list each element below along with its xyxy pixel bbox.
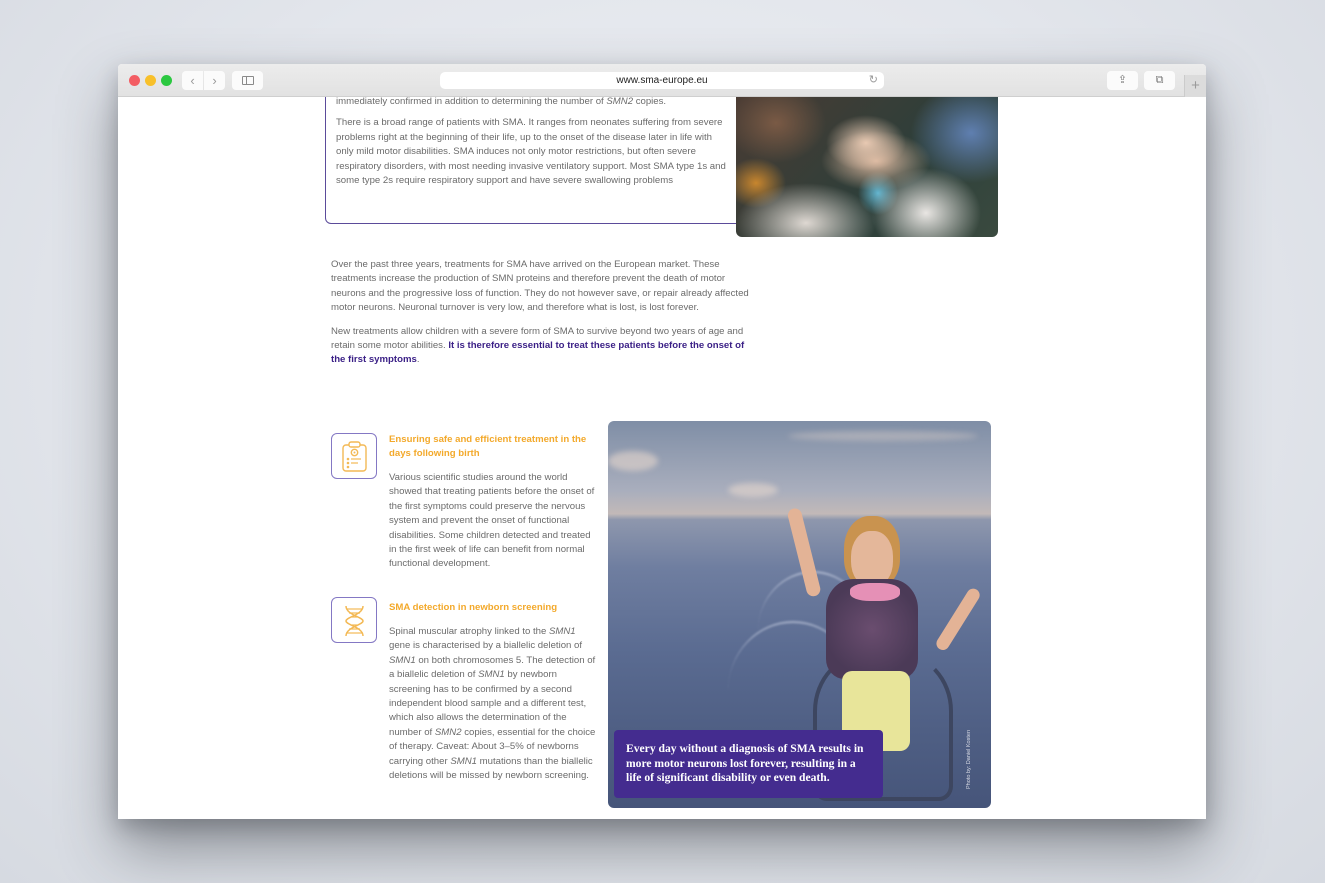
treatments-paragraph-2 [331, 325, 751, 368]
chevron-left-icon: ‹ [190, 73, 195, 88]
minimize-window-button[interactable] [145, 75, 156, 86]
card-paragraph-1 [336, 97, 732, 109]
plus-icon: + [1191, 77, 1200, 94]
gene-name: SMN1 [389, 654, 416, 666]
forward-button[interactable] [204, 71, 225, 90]
hands-photo [736, 97, 998, 237]
gene-name: SMN2 [606, 97, 634, 107]
photo-credit: Photo by: Daniel Kosten [966, 729, 972, 789]
browser-window [118, 64, 1206, 819]
text: New treatments allow children with a severe form of SMA to survive beyond two years of age and retain some motor abilities. [331, 325, 744, 352]
url-text: www.sma-europe.eu [616, 75, 708, 86]
text: copies. [633, 97, 667, 107]
text: copies, essential for the choice of therapy. Caveat: About 3–5% of newborns carrying other [389, 726, 596, 767]
gene-name: SMN1 [548, 626, 576, 637]
feature-title: Ensuring safe and efficient treatment in the days following birth [389, 434, 587, 460]
sidebar-toggle-button[interactable] [232, 71, 263, 90]
browser-toolbar [118, 64, 1206, 97]
emphasis-text: It is therefore essential to treat these patients before the onset of the first symptoms [331, 340, 745, 366]
chevron-right-icon: › [212, 73, 217, 88]
sidebar-icon [242, 76, 254, 85]
share-button[interactable] [1107, 71, 1138, 90]
show-tabs-button[interactable] [1144, 71, 1175, 90]
feature-title: SMA detection in newborn screening [389, 602, 558, 613]
clipboard-icon [331, 433, 377, 479]
text: Spinal muscular atrophy linked to the [389, 626, 549, 637]
text: gene is characterised by a biallelic deletion of [389, 640, 583, 652]
feature-body [389, 625, 599, 783]
text: on both chromosomes 5. The detection of a biallelic deletion of [389, 654, 596, 681]
new-tab-button[interactable] [1184, 75, 1206, 97]
maximize-window-button[interactable] [161, 75, 172, 86]
quote-callout: Every day without a diagnosis of SMA results in more motor neurons lost forever, resulting in a life of significant disability or even death. [614, 730, 883, 798]
gene-name: SMN1 [478, 669, 505, 681]
feature-body: Various scientific studies around the world showed that treating patients before the onset of the first symptoms could preserve the nervous system and prevent the onset of functional disabilities. Some children detected and treated in the first week of life can benefit from normal functional development. [389, 472, 595, 570]
close-window-button[interactable] [129, 75, 140, 86]
treatments-section [331, 258, 751, 377]
text: . [416, 354, 420, 366]
share-icon: ⇪ [1117, 74, 1128, 86]
address-bar[interactable] [440, 72, 884, 89]
treatments-paragraph-1: Over the past three years, treatments for SMA have arrived on the European market. These treatments increase the production of SMN proteins and therefore prevent the death of motor neurons and the progressive loss of function. They do not however save, or repair already affected motor neurons. Neuronal turnover is very low, and therefore what is lost, is lost forever. [331, 259, 749, 314]
gene-name: SMN1 [450, 755, 477, 767]
tabs-icon: ⧉ [1155, 74, 1164, 86]
girl-on-beach-photo [608, 421, 991, 808]
text: immediately confirmed in addition to determining the number of [336, 97, 607, 107]
page-viewport[interactable] [118, 97, 1206, 819]
gene-name: SMN2 [434, 726, 462, 738]
back-button[interactable] [182, 71, 203, 90]
dna-icon [331, 597, 377, 643]
card-paragraph-2: There is a broad range of patients with SMA. It ranges from neonates suffering from severe problems right at the beginning of their life, up to the onset of the disease later in life with only mild motor disabilities. SMA induces not only motor restrictions, but often severe respiratory disorders, with most needing invasive ventilatory support. Most SMA type 1s and some type 2s require respiratory support and have severe swallowing problems [336, 117, 726, 187]
text: by newborn screening has to be confirmed by a second independent blood sample and a different test, which also allows the determination of the number of [389, 669, 587, 738]
info-card [325, 97, 745, 224]
reload-icon[interactable]: ↻ [868, 74, 878, 86]
text: mutations than the biallelic deletions will be missed by newborn screening. [389, 755, 593, 782]
